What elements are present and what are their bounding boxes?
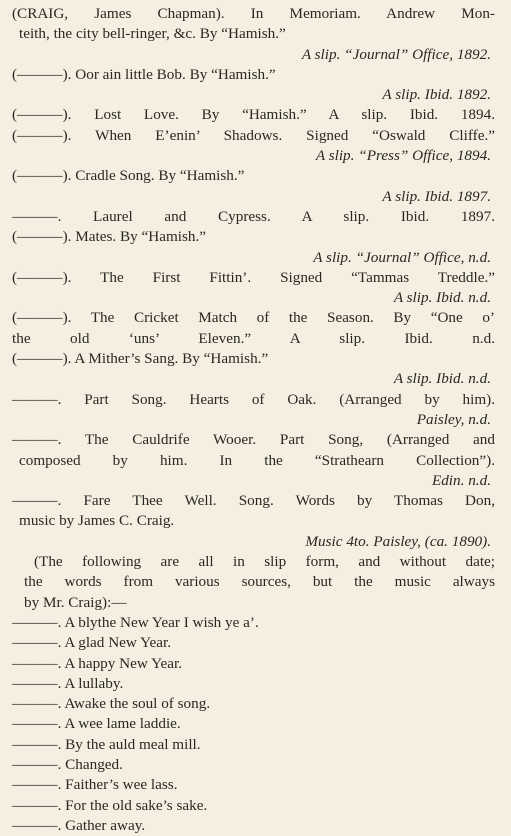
- song-item: ———. Awake the soul of song.: [12, 695, 211, 713]
- song-item: ———. A blythe New Year I wish ye a’.: [12, 613, 259, 631]
- entry-oor-ain-little-bob: [12, 65, 495, 106]
- entry-line: (———). Lost Love. By “Hamish.” A slip. Ibid. 1894.: [12, 106, 495, 124]
- note-line: the words from various sources, but the music always: [24, 573, 495, 591]
- entry-line: ———. The Cauldrife Wooer. Part Song, (Arranged and: [12, 431, 495, 449]
- entry-first-fittin: [12, 268, 495, 309]
- song-item: ———. A happy New Year.: [12, 654, 183, 672]
- entry-imprint: Edin. n.d.: [431, 471, 491, 489]
- entry-line: music by James C. Craig.: [19, 512, 175, 530]
- slip-form-note: [12, 552, 495, 613]
- entry-imprint: A slip. “Journal” Office, n.d.: [313, 248, 491, 266]
- entry-line: ———. Part Song. Hearts of Oak. (Arranged by him).: [12, 390, 495, 408]
- entry-line: (———). Cradle Song. By “Hamish.”: [12, 167, 245, 185]
- entry-in-memoriam: [12, 4, 495, 65]
- entry-lost-love: [12, 105, 495, 125]
- song-item: ———. A glad New Year.: [12, 634, 172, 652]
- song-item: ———. A lullaby.: [12, 674, 124, 692]
- entry-line: the old ‘uns’ Eleven.” A slip. Ibid. n.d.: [12, 329, 495, 347]
- entry-when-eenin-shadows: [12, 126, 495, 167]
- song-item: ———. By the auld meal mill.: [12, 735, 201, 753]
- entry-line: (———). A Mither’s Sang. By “Hamish.”: [12, 350, 269, 368]
- entry-laurel-and-cypress: [12, 207, 495, 227]
- entry-imprint: A slip. Ibid. n.d.: [393, 289, 491, 307]
- entry-line: (CRAIG, James Chapman). In Memoriam. Andrew Mon-: [12, 5, 495, 22]
- entry-line: (———). When E’enin’ Shadows. Signed “Oswald Cliffe.”: [12, 126, 495, 144]
- song-item: ———. Gather away.: [12, 816, 146, 834]
- entry-imprint: Music 4to. Paisley, (ca. 1890).: [305, 532, 491, 550]
- entry-cauldrife-wooer: [12, 430, 495, 491]
- song-item: ———. Changed.: [12, 755, 123, 773]
- song-item: ———. A wee lame laddie.: [12, 715, 181, 733]
- entry-line: ———. Fare Thee Well. Song. Words by Thomas Don,: [12, 492, 495, 510]
- song-item: ———. Faither’s wee lass.: [12, 776, 178, 794]
- entry-cradle-song: [12, 166, 495, 207]
- entry-line: composed by him. In the “Strathearn Collection”).: [19, 451, 495, 469]
- entry-mithers-sang: [12, 349, 495, 390]
- entry-imprint: A slip. “Journal” Office, 1892.: [301, 45, 491, 63]
- entry-imprint: A slip. “Press” Office, 1894.: [315, 147, 491, 165]
- entry-line: (———). The First Fittin’. Signed “Tammas Treddle.”: [12, 268, 495, 286]
- entry-imprint: A slip. Ibid. 1897.: [382, 187, 491, 205]
- song-list: [12, 613, 495, 836]
- entry-line: (———). Mates. By “Hamish.”: [12, 228, 207, 246]
- song-item: ———. For the old sake’s sake.: [12, 796, 208, 814]
- entry-imprint: A slip. Ibid. n.d.: [393, 370, 491, 388]
- entry-cricket-match: [12, 308, 495, 349]
- entry-line: (———). The Cricket Match of the Season. By “One o’: [12, 309, 495, 327]
- entry-line: teith, the city bell-ringer, &c. By “Hamish.”: [19, 25, 286, 43]
- note-line: by Mr. Craig):—: [24, 593, 127, 611]
- entry-line: ———. Laurel and Cypress. A slip. Ibid. 1897.: [12, 207, 495, 225]
- entry-fare-thee-well: [12, 491, 495, 552]
- entry-line: (———). Oor ain little Bob. By “Hamish.”: [12, 65, 276, 83]
- entry-imprint: A slip. Ibid. 1892.: [382, 86, 491, 104]
- entry-imprint: Paisley, n.d.: [416, 410, 491, 428]
- note-line: (The following are all in slip form, and without date;: [34, 553, 495, 571]
- entry-mates: [12, 227, 495, 268]
- entry-hearts-of-oak: [12, 390, 495, 431]
